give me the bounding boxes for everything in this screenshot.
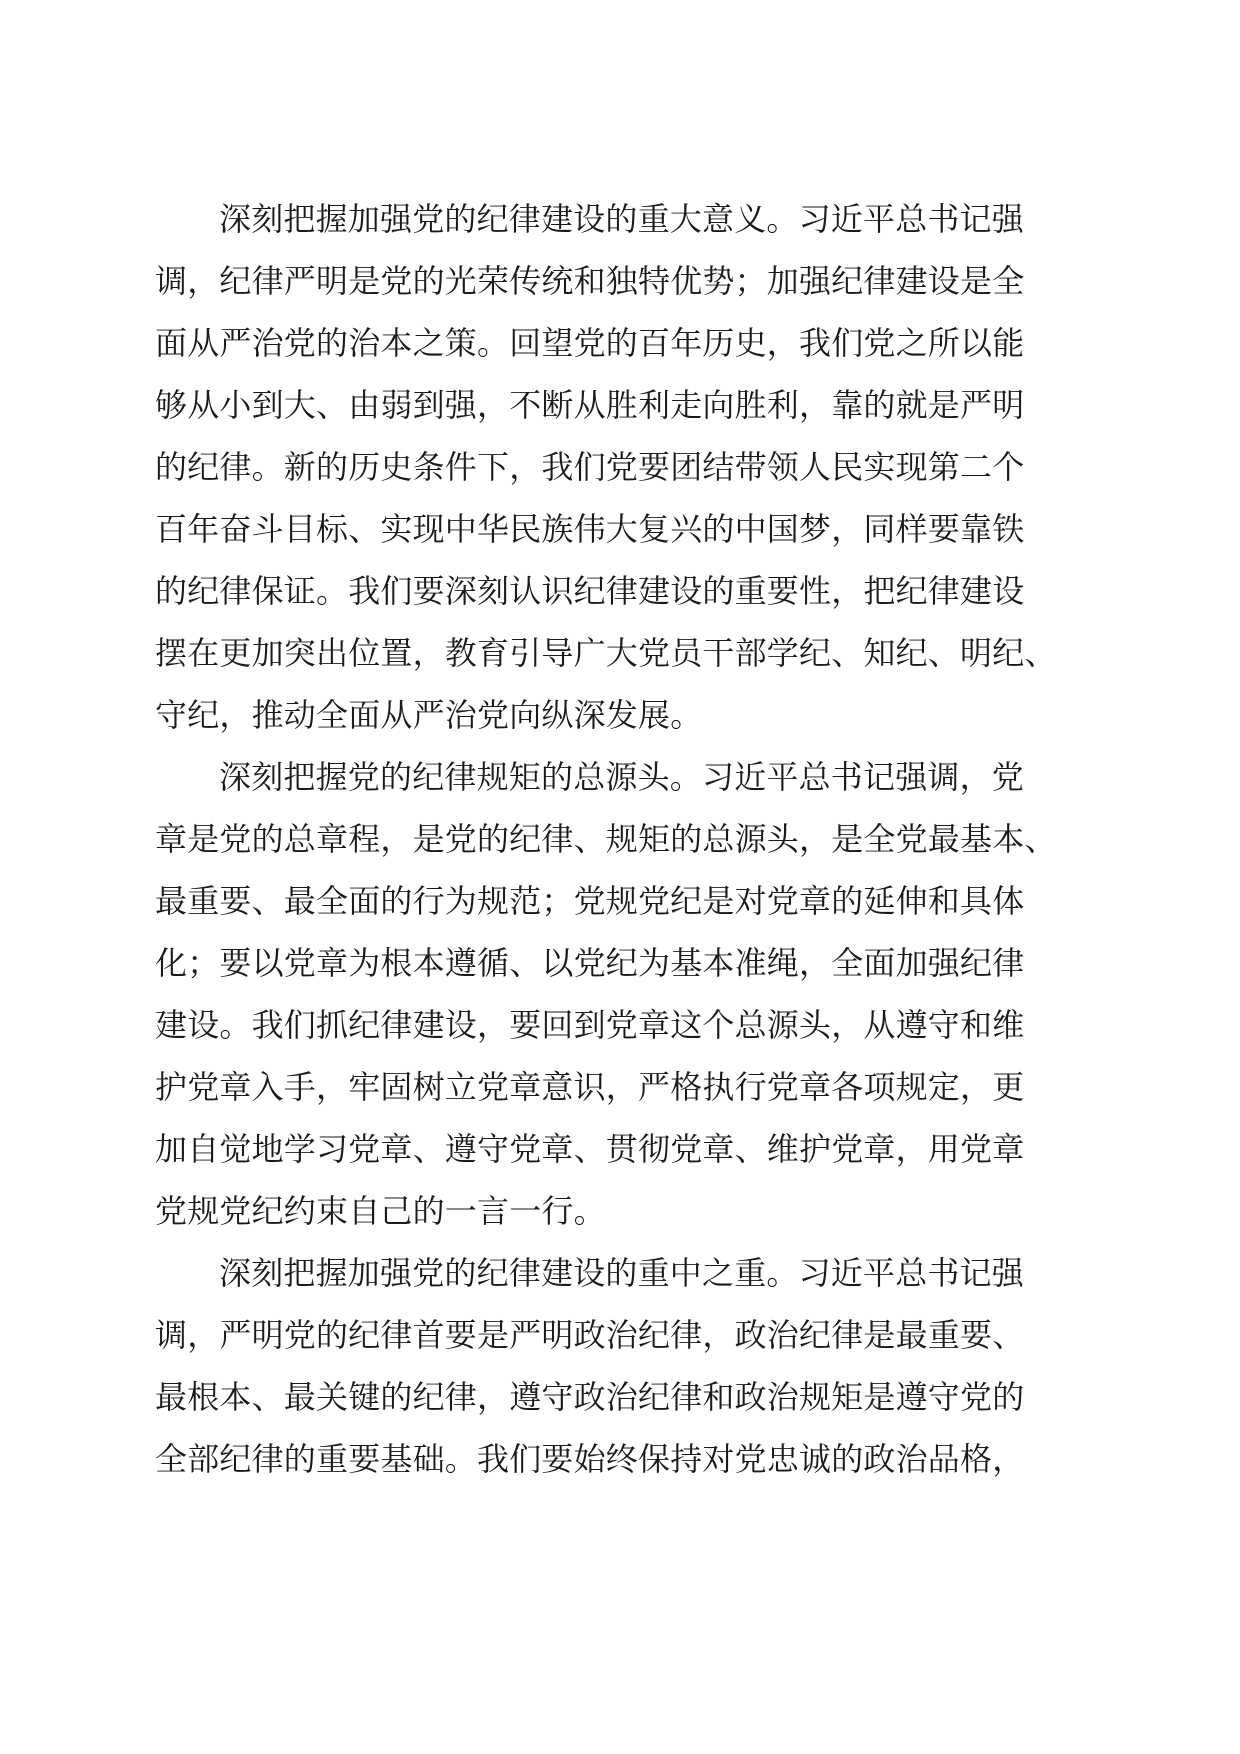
paragraph-line: 护党章入手，牢固树立党章意识，严格执行党章各项规定，更 [155,1068,1025,1106]
paragraph-line: 深刻把握加强党的纪律建设的重中之重。习近平总书记强 [219,1254,1025,1292]
document-body [155,188,1085,1490]
paragraph-priority [155,1242,1085,1490]
paragraph-line: 守纪，推动全面从严治党向纵深发展。 [155,696,703,734]
paragraph-line: 够从小到大、由弱到强，不断从胜利走向胜利，靠的就是严明 [155,386,1025,424]
paragraph-line: 百年奋斗目标、实现中华民族伟大复兴的中国梦，同样要靠铁 [155,510,1025,548]
paragraph-line: 最根本、最关键的纪律，遵守政治纪律和政治规矩是遵守党的 [155,1378,1025,1416]
paragraph-line: 面从严治党的治本之策。回望党的百年历史，我们党之所以能 [155,324,1025,362]
paragraph-line: 深刻把握党的纪律规矩的总源头。习近平总书记强调，党 [219,758,1025,796]
paragraph-line: 调，严明党的纪律首要是严明政治纪律，政治纪律是最重要、 [155,1316,1025,1354]
paragraph-significance [155,188,1085,746]
paragraph-line: 摆在更加突出位置，教育引导广大党员干部学纪、知纪、明纪、 [155,634,1057,672]
paragraph-line: 最重要、最全面的行为规范；党规党纪是对党章的延伸和具体 [155,882,1025,920]
paragraph-line: 建设。我们抓纪律建设，要回到党章这个总源头，从遵守和维 [155,1006,1025,1044]
paragraph-line: 全部纪律的重要基础。我们要始终保持对党忠诚的政治品格， [155,1440,1025,1478]
paragraph-line: 党规党纪约束自己的一言一行。 [155,1192,606,1230]
paragraph-line: 的纪律。新的历史条件下，我们党要团结带领人民实现第二个 [155,448,1025,486]
paragraph-line: 深刻把握加强党的纪律建设的重大意义。习近平总书记强 [219,200,1025,238]
paragraph-line: 章是党的总章程，是党的纪律、规矩的总源头，是全党最基本、 [155,820,1057,858]
paragraph-line: 加自觉地学习党章、遵守党章、贯彻党章、维护党章，用党章 [155,1130,1025,1168]
paragraph-source [155,746,1085,1242]
paragraph-line: 的纪律保证。我们要深刻认识纪律建设的重要性，把纪律建设 [155,572,1025,610]
paragraph-line: 调，纪律严明是党的光荣传统和独特优势；加强纪律建设是全 [155,262,1025,300]
paragraph-line: 化；要以党章为根本遵循、以党纪为基本准绳，全面加强纪律 [155,944,1025,982]
